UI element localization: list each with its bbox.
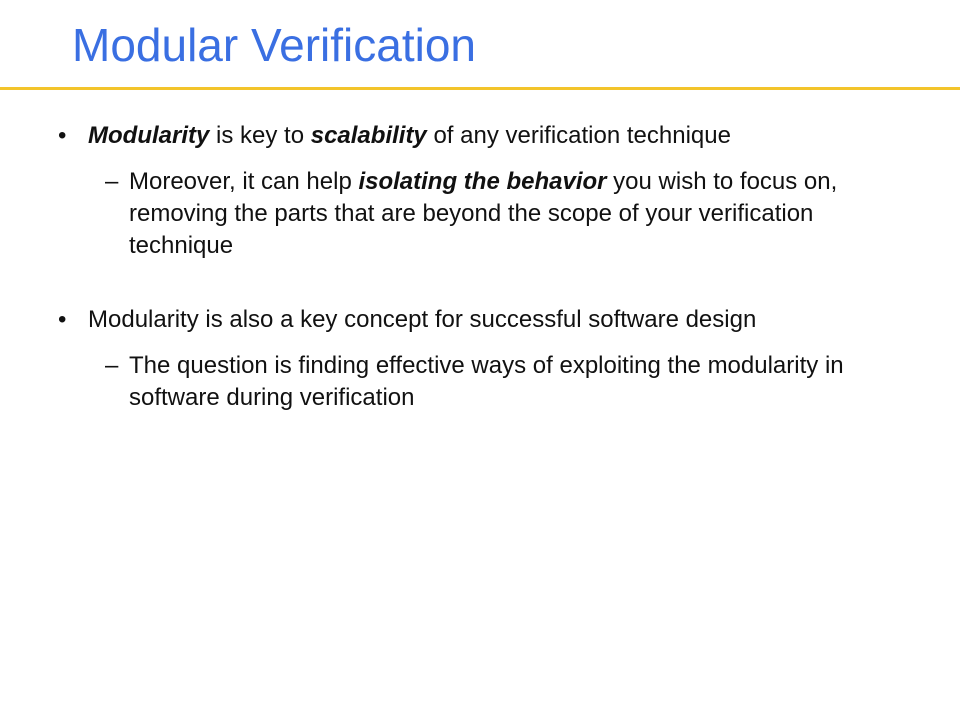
bullet-text: is key to (209, 122, 311, 149)
bullet-marker: • (58, 306, 67, 333)
sub-bullet-item-1 (0, 166, 899, 262)
emphasis-modularity: Modularity (88, 122, 210, 149)
sub-bullet-text: The question is finding effective ways of exploiting the modularity in software during verification (129, 352, 844, 411)
bullet-item-2 (0, 304, 888, 336)
spacer (0, 262, 960, 304)
bullet-text: Modularity is also a key concept for successful software design (88, 306, 757, 333)
bullet-marker: • (58, 122, 67, 149)
slide-content (0, 120, 960, 414)
bullet-text: of any verification technique (426, 122, 731, 149)
emphasis-scalability: scalability (310, 122, 427, 149)
emphasis-isolating-behavior: isolating the behavior (358, 168, 607, 195)
dash-marker: – (105, 352, 119, 379)
sub-bullet-text: Moreover, it can help (129, 168, 359, 195)
dash-marker: – (105, 168, 119, 195)
bullet-item-1 (0, 120, 888, 152)
sub-bullet-text: you wish to focus on, removing the parts that are beyond the scope of your verification technique (129, 168, 838, 259)
title-divider (0, 87, 960, 90)
sub-bullet-item-2 (0, 350, 899, 414)
slide-title: Modular Verification (72, 19, 476, 71)
